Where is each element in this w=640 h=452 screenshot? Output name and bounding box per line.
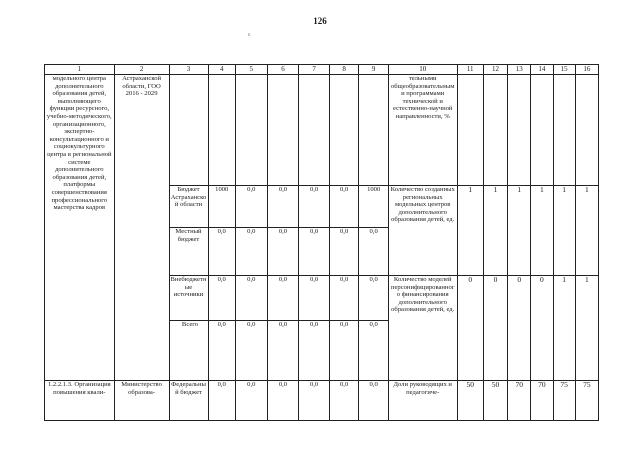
value-cell: 0,0: [267, 321, 299, 381]
cell-empty: [267, 75, 299, 186]
cell-empty: [457, 75, 483, 186]
value-cell: 0,0: [235, 276, 267, 321]
value-cell: 0,0: [299, 228, 330, 276]
indicator-name: Доли руководящих и педагогиче-: [388, 381, 457, 421]
value-cell: 0,0: [359, 321, 389, 381]
indicator-value: 1: [575, 186, 598, 276]
col-header: 11: [457, 65, 483, 75]
table-row: [45, 381, 599, 421]
col-header: 2: [114, 65, 169, 75]
col-header: 9: [359, 65, 389, 75]
col-header: 15: [553, 65, 575, 75]
indicator-value: 50: [457, 381, 483, 421]
measure-name: модельного центра дополнительного образования детей, выполняющего функции ресурсного, учебно-методического, организационного, экспертно-консультационного и социокультурного центра в региональной системе дополнительного образования детей, платформы совершенствования профессионального мастерства кадров: [45, 75, 115, 381]
col-header: 14: [531, 65, 553, 75]
value-cell: 0,0: [329, 228, 359, 276]
funding-source: Всего: [169, 321, 208, 381]
value-cell: 0,0: [329, 276, 359, 321]
indicator-value: 1: [508, 186, 531, 276]
cell-empty: [169, 75, 208, 186]
col-header: 5: [235, 65, 267, 75]
budget-table: [44, 64, 599, 421]
funding-source: Федеральный бюджет: [169, 381, 208, 421]
indicator-value: 0: [508, 276, 531, 381]
col-header: 4: [208, 65, 235, 75]
indicator-name: тельными общеобразовательными программами технической и естественно-научной направленности, %: [388, 75, 457, 186]
measure-name: 1.2.2.1.3. Организация повышения квали-: [45, 381, 115, 421]
col-header: 3: [169, 65, 208, 75]
value-cell: 0,0: [208, 321, 235, 381]
indicator-value: 1: [483, 186, 507, 276]
value-cell: 0,0: [299, 321, 330, 381]
value-cell: 0,0: [359, 276, 389, 321]
indicator-name: Количество моделей персонифицированного финансирования дополнительного образования детей, ед.: [388, 276, 457, 381]
value-cell: 0,0: [235, 321, 267, 381]
funding-source: Местный бюджет: [169, 228, 208, 276]
indicator-value: 50: [483, 381, 507, 421]
indicator-value: 0: [531, 276, 553, 381]
value-cell: 0,0: [299, 381, 330, 421]
col-header: 7: [299, 65, 330, 75]
executor: Астраханской области, ГОО 2016 - 2029: [114, 75, 169, 381]
value-cell: 0,0: [329, 381, 359, 421]
cell-empty: [508, 75, 531, 186]
value-cell: 0,0: [235, 186, 267, 228]
cell-empty: [299, 75, 330, 186]
value-cell: 0,0: [235, 381, 267, 421]
table-row: [45, 75, 599, 186]
indicator-value: 70: [531, 381, 553, 421]
value-cell: 0,0: [267, 276, 299, 321]
indicator-value: 1: [575, 276, 598, 381]
value-cell: 0,0: [208, 228, 235, 276]
cell-empty: [208, 75, 235, 186]
col-header: 16: [575, 65, 598, 75]
col-header: 13: [508, 65, 531, 75]
col-header: 10: [388, 65, 457, 75]
value-cell: 0,0: [299, 186, 330, 228]
value-cell: 0,0: [359, 381, 389, 421]
value-cell: 0,0: [235, 228, 267, 276]
page-number: 126: [313, 16, 327, 26]
value-cell: 0,0: [299, 276, 330, 321]
indicator-value: 70: [508, 381, 531, 421]
cell-empty: [575, 75, 598, 186]
cell-empty: [235, 75, 267, 186]
value-cell: 0,0: [329, 186, 359, 228]
executor: Министерство образова-: [114, 381, 169, 421]
cell-empty: [359, 75, 389, 186]
cell-empty: [553, 75, 575, 186]
indicator-value: 75: [575, 381, 598, 421]
cell-empty: [483, 75, 507, 186]
value-cell: 0,0: [267, 228, 299, 276]
col-header: 8: [329, 65, 359, 75]
indicator-name: Количество созданных региональных модельных центров дополнительного образования детей, ед.: [388, 186, 457, 276]
indicator-value: 0: [457, 276, 483, 381]
cell-empty: [329, 75, 359, 186]
value-cell: 1000: [208, 186, 235, 228]
indicator-value: 1: [457, 186, 483, 276]
cell-empty: [531, 75, 553, 186]
header-row: [45, 65, 599, 75]
value-cell: 0,0: [208, 276, 235, 321]
value-cell: 1000: [359, 186, 389, 228]
indicator-value: 1: [553, 276, 575, 381]
indicator-value: 0: [483, 276, 507, 381]
value-cell: 0,0: [267, 381, 299, 421]
value-cell: 0,0: [329, 321, 359, 381]
funding-source: Бюджет Астраханской области: [169, 186, 208, 228]
col-header: 12: [483, 65, 507, 75]
indicator-value: 75: [553, 381, 575, 421]
value-cell: 0,0: [208, 381, 235, 421]
col-header: 6: [267, 65, 299, 75]
value-cell: 0,0: [267, 186, 299, 228]
funding-source: Внебюджетные источники: [169, 276, 208, 321]
scan-speck: ε: [248, 32, 251, 38]
col-header: 1: [45, 65, 115, 75]
indicator-value: 1: [531, 186, 553, 276]
indicator-value: 1: [553, 186, 575, 276]
value-cell: 0,0: [359, 228, 389, 276]
